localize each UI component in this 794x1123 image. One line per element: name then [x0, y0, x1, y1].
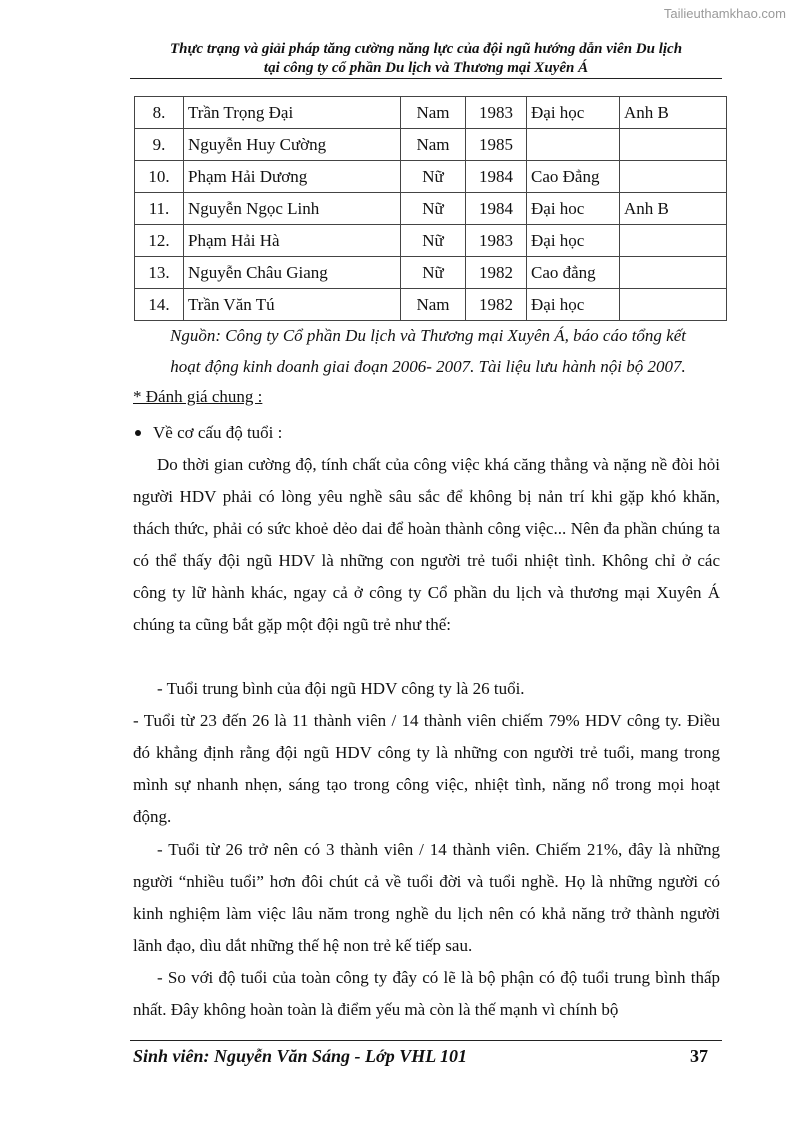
cell-number: 10.	[135, 161, 184, 193]
cell-number: 12.	[135, 225, 184, 257]
cell-name: Trần Trọng Đại	[184, 97, 401, 129]
cell-name: Nguyễn Châu Giang	[184, 257, 401, 289]
table-row	[135, 97, 727, 129]
cell-name: Nguyễn Ngọc Linh	[184, 193, 401, 225]
cell-gender: Nam	[401, 129, 466, 161]
staff-table	[134, 96, 727, 321]
paragraph-1: Do thời gian cường độ, tính chất của công việc khá căng thẳng và nặng nề đòi hỏi người HDV phải có lòng yêu nghề sâu sắc để không bị nản trí khi gặp khó khăn, thách thức, phải có sức khoẻ dẻo dai để hoàn thành công việc... Nên đa phần chúng ta có thể thấy đội ngũ HDV là những con người trẻ tuổi nhiệt tình. Không chỉ ở các công ty lữ hành khác, ngay cả ở công ty Cổ phần du lịch và thương mại Xuyên Á chúng ta cũng bắt gặp một đội ngũ trẻ như thế:	[133, 455, 720, 634]
paragraph-4: - Tuổi từ 26 trở nên có 3 thành viên / 14 thành viên. Chiếm 21%, đây là những người “nhiều tuổi” hơn đôi chút cả về tuổi đời và tuổi nghề. Họ là những người có kinh nghiệm làm việc lâu năm trong nghề du lịch nên có khả năng trở thành người lãnh đạo, dìu dắt những thế hệ non trẻ kế tiếp sau.	[133, 840, 720, 955]
cell-gender: Nam	[401, 97, 466, 129]
cell-birth-year: 1983	[466, 225, 527, 257]
cell-gender: Nam	[401, 289, 466, 321]
cell-name: Trần Văn Tú	[184, 289, 401, 321]
source-line-1: Nguồn: Công ty Cổ phần Du lịch và Thương mại Xuyên Á, báo cáo tổng kết	[169, 326, 686, 345]
table-row	[135, 289, 727, 321]
cell-education: Đại học	[527, 225, 620, 257]
header-line-2: tại công ty cổ phần Du lịch và Thương mại Xuyên Á	[263, 60, 589, 76]
cell-number: 11.	[135, 193, 184, 225]
cell-number: 9.	[135, 129, 184, 161]
header-rule	[130, 78, 722, 79]
cell-language	[620, 129, 727, 161]
paragraph-5: - So với độ tuổi của toàn công ty đây có lẽ là bộ phận có độ tuổi trung bình thấp nhất. Đây không hoàn toàn là điểm yếu mà còn là thế mạnh vì chính bộ	[133, 968, 720, 1019]
cell-number: 13.	[135, 257, 184, 289]
cell-birth-year: 1984	[466, 193, 527, 225]
cell-gender: Nữ	[401, 257, 466, 289]
table-row	[135, 257, 727, 289]
table-row	[135, 193, 727, 225]
cell-birth-year: 1982	[466, 257, 527, 289]
cell-language	[620, 289, 727, 321]
source-line-2: hoạt động kinh doanh giai đoạn 2006- 2007. Tài liệu lưu hành nội bộ 2007.	[170, 357, 686, 376]
table-row	[135, 129, 727, 161]
table-row	[135, 161, 727, 193]
cell-name: Phạm Hải Dương	[184, 161, 401, 193]
cell-gender: Nữ	[401, 161, 466, 193]
cell-language	[620, 225, 727, 257]
footer-rule	[130, 1040, 722, 1041]
cell-education: Cao đẳng	[527, 257, 620, 289]
cell-name: Nguyễn Huy Cường	[184, 129, 401, 161]
cell-language	[620, 161, 727, 193]
source-note	[128, 320, 728, 382]
cell-gender: Nữ	[401, 193, 466, 225]
cell-education: Cao Đẳng	[527, 161, 620, 193]
cell-name: Phạm Hải Hà	[184, 225, 401, 257]
cell-education	[527, 129, 620, 161]
page-header	[130, 40, 722, 78]
bullet-item	[133, 420, 282, 446]
bullet-icon	[135, 430, 141, 436]
cell-birth-year: 1985	[466, 129, 527, 161]
cell-education: Đại hoc	[527, 193, 620, 225]
evaluation-heading: * Đánh giá chung :	[133, 387, 263, 406]
paragraph-2: - Tuổi trung bình của đội ngũ HDV công ty là 26 tuổi.	[157, 679, 525, 698]
cell-birth-year: 1984	[466, 161, 527, 193]
cell-birth-year: 1982	[466, 289, 527, 321]
header-line-1: Thực trạng và giải pháp tăng cường năng lực của đội ngũ hướng dẫn viên Du lịch	[169, 41, 683, 57]
cell-number: 14.	[135, 289, 184, 321]
cell-gender: Nữ	[401, 225, 466, 257]
watermark: Tailieuthamkhao.com	[663, 6, 786, 21]
cell-language	[620, 257, 727, 289]
cell-birth-year: 1983	[466, 97, 527, 129]
cell-language: Anh B	[620, 193, 727, 225]
cell-language: Anh B	[620, 97, 727, 129]
page-number: 37	[690, 1046, 708, 1066]
table-row	[135, 225, 727, 257]
cell-education: Đại học	[527, 289, 620, 321]
footer-student: Sinh viên: Nguyễn Văn Sáng - Lớp VHL 101	[133, 1046, 468, 1066]
cell-education: Đại học	[527, 97, 620, 129]
cell-number: 8.	[135, 97, 184, 129]
bullet-text: Về cơ cấu độ tuổi :	[153, 423, 283, 442]
paragraph-3: - Tuổi từ 23 đến 26 là 11 thành viên / 14 thành viên chiếm 79% HDV công ty. Điều đó khẳng định rằng đội ngũ HDV công ty là những con người trẻ tuổi, mang trong mình sự nhanh nhẹn, sáng tạo trong công việc, nhiệt tình, năng nổ trong mọi hoạt động.	[133, 711, 720, 826]
